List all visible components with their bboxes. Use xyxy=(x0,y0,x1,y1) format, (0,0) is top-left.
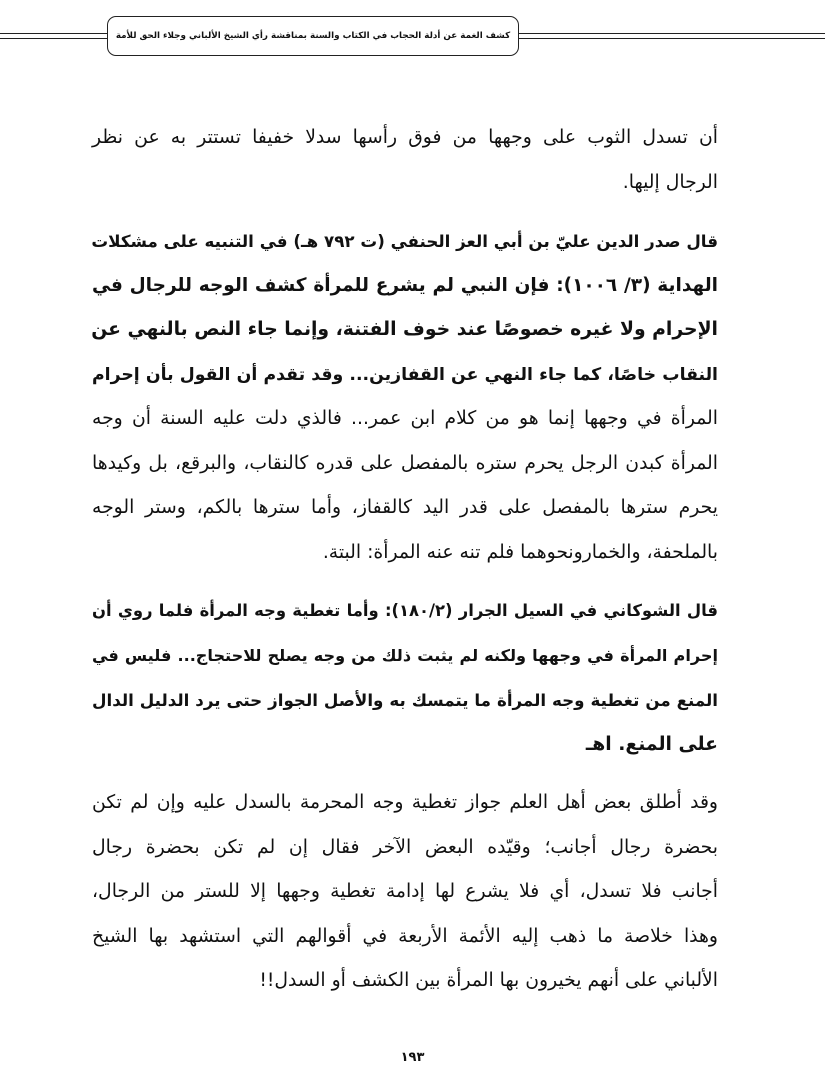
text-line: بالملحفة، والخمارونحوهما فلم تنه عنه المرأة: البتة. xyxy=(322,541,718,563)
page-body xyxy=(92,116,718,1018)
paragraph-3 xyxy=(92,589,718,767)
text-line: على المنع. اهـ xyxy=(585,733,718,755)
text-line: قال صدر الدين عليّ بن أبي العز الحنفي (ت ٧٩٢ هـ) في التنبيه على مشكلات xyxy=(91,231,718,251)
text-line: بحضرة رجال أجانب؛ وقيّده البعض الآخر فقال إن لم تكن بحضرة رجال xyxy=(92,836,718,858)
paragraph-1 xyxy=(92,116,718,205)
text-line: الألباني على أنهم يخيرون بها المرأة بين الكشف أو السدل!! xyxy=(259,970,718,991)
text-line: النقاب خاصًا، كما جاء النهي عن القفازين... وقد تقدم أن القول بأن إحرام xyxy=(92,364,718,385)
text-line: وهذا خلاصة ما ذهب إليه الأئمة الأربعة في أقوالهم التي استشهد بها الشيخ xyxy=(92,925,718,947)
text-line: أجانب فلا تسدل، أي فلا يشرع لها إدامة تغطية وجهها إلا للستر من الرجال، xyxy=(92,881,718,902)
text-line: المرأة في وجهها إنما هو من كلام ابن عمر... فالذي دلت عليه السنة أن وجه xyxy=(92,408,718,429)
paragraph-4 xyxy=(92,781,718,1004)
text-line: الإحرام ولا غيره خصوصًا عند خوف الفتنة، وإنما جاء النص بالنهي عن xyxy=(91,319,718,340)
text-line: الهداية (٣/ ١٠٠٦): فإن النبي لم يشرع للمرأة كشف الوجه للرجال في xyxy=(92,274,719,296)
text-line: يحرم سترها بالمفصل على قدر اليد كالقفاز، وأما سترها بالكم، وستر الوجه xyxy=(92,497,718,518)
running-header-title: كشف الغمة عن أدلة الحجاب في الكتاب والسنة بمناقشة رأي الشيخ الألباني وجلاء الحق للأمة xyxy=(115,31,511,41)
text-line: أن تسدل الثوب على وجهها من فوق رأسها سدلا خفيفا تستتر به عن نظر xyxy=(92,127,718,148)
text-line: قال الشوكاني في السيل الجرار (١٨٠/٢): وأما تغطية وجه المرأة فلما روي أن xyxy=(92,601,718,620)
text-line: إحرام المرأة في وجهها ولكنه لم يثبت ذلك من وجه يصلح للاحتجاج... فليس في xyxy=(92,645,718,665)
page-number: ١٩٣ xyxy=(400,1050,425,1065)
text-line: المنع من تغطية وجه المرأة ما يتمسك به والأصل الجواز حتى يرد الدليل الدال xyxy=(92,690,718,710)
text-line: المرأة كبدن الرجل يحرم ستره بالمفصل على قدره كالنقاب، والبرقع، بل وكيدها xyxy=(92,452,718,474)
text-line: وقد أطلق بعض أهل العلم جواز تغطية وجه المحرمة بالسدل عليه وإن لم تكن xyxy=(92,792,718,813)
running-header xyxy=(107,16,519,56)
paragraph-2 xyxy=(92,219,718,575)
text-line: الرجال إليها. xyxy=(622,171,718,193)
